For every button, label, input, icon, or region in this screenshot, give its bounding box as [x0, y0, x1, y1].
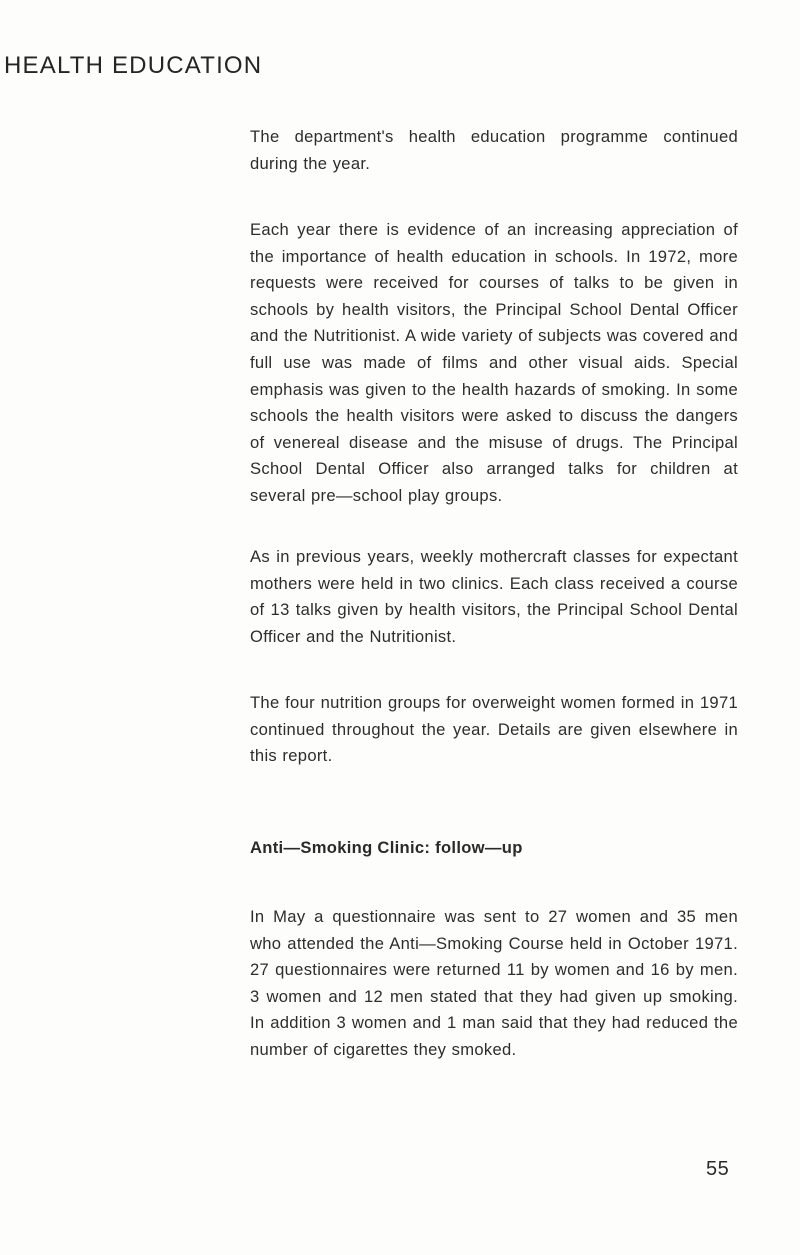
paragraph-programme-continued: The department's health education programme continued during the year. [250, 127, 738, 173]
subheading-anti-smoking-clinic: Anti—Smoking Clinic: follow—up [250, 838, 523, 857]
page-number: 55 [706, 1158, 730, 1180]
paragraph-mothercraft-classes: As in previous years, weekly mothercraft classes for expectant mothers were held in two clinics. Each class received a course of 13 talks given by health visitors, the Principal School Dental Officer and the Nutritionist. [250, 547, 738, 646]
paragraph-nutrition-groups: The four nutrition groups for overweight women formed in 1971 continued throughout the year. Details are given elsewhere in this report. [250, 693, 738, 766]
paragraph-schools-health-education: Each year there is evidence of an increasing appreciation of the importance of health education in schools. In 1972, more requests were received for courses of talks to be given in schools by health visitors, the Principal School Dental Officer and the Nutritionist. A wide variety of subjects was covered and full use was made of films and other visual aids. Special emphasis was given to the health hazards of smoking. In some schools the health visitors were asked to discuss the dangers of venereal disease and the misuse of drugs. The Principal School Dental Officer also arranged talks for children at several pre—school play groups. [250, 220, 738, 505]
section-title: HEALTH EDUCATION [4, 52, 263, 79]
paragraph-questionnaire-results: In May a questionnaire was sent to 27 women and 35 men who attended the Anti—Smoking Course held in October 1971. 27 questionnaires were returned 11 by women and 16 by men. 3 women and 12 men stated that they had given up smoking. In addition 3 women and 1 man said that they had reduced the number of cigarettes they smoked. [250, 907, 738, 1059]
